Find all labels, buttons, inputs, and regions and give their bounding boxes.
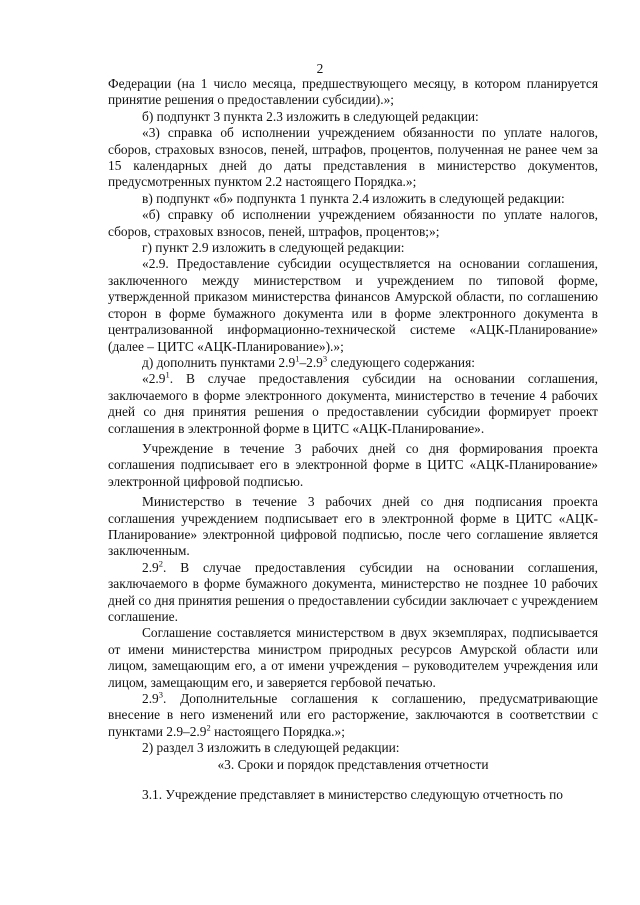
paragraph: г) пункт 2.9 изложить в следующей редакции: [142, 240, 405, 256]
paragraph-text: 2.9 [142, 691, 159, 707]
paragraph-text: 2.9 [142, 559, 159, 575]
paragraph [108, 355, 598, 371]
paragraph: Соглашение составляется министерством в двух экземплярах, подписывается от имени министерства министром природных ресурсов Амурской области или лицом, замещающим его, а от имени учреждения – руководителем учреждения или лицом, замещающим его, и заверяется гербовой печатью. [108, 625, 598, 690]
paragraph-text: –2.9 [299, 354, 323, 370]
superscript: 3 [322, 353, 328, 364]
paragraph [108, 371, 598, 437]
paragraph-text: «2.9 [142, 371, 166, 387]
superscript: 2 [206, 722, 211, 733]
paragraph [108, 691, 598, 740]
paragraph: Федерации (на 1 число месяца, предшествующего месяцу, в котором планируется принятие решения о предоставлении субсидии).»; [108, 76, 598, 108]
paragraph: «2.9. Предоставление субсидии осуществляется на основании соглашения, заключенного между министерством и учреждением по типовой форме, утвержденной приказом министерства финансов Амурской области, по соглашению сторон в форме бумажного документа или в форме электронного документа в централизованной информационно-технической системе «АЦК-Планирование» (далее – ЦИТС «АЦК-Планирование»).»; [108, 256, 598, 354]
superscript: 2 [158, 558, 163, 569]
superscript: 1 [165, 369, 170, 380]
paragraph-text: д) дополнить пунктами 2.9 [142, 354, 296, 370]
paragraph: 2) раздел 3 изложить в следующей редакции: [142, 740, 400, 756]
paragraph: б) подпункт 3 пункта 2.3 изложить в следующей редакции: [142, 108, 479, 124]
paragraph-text: следующего содержания: [327, 354, 475, 370]
paragraph: «3) справка об исполнении учреждением обязанности по уплате налогов, сборов, страховых взносов, пеней, штрафов, процентов, полученная не ранее чем за 15 календарных дней до даты представления в министерство документов, предусмотренных пунктом 2.2 настоящего Порядка.»; [108, 125, 598, 190]
paragraph-text: . В случае предоставления субсидии на основании соглашения, заключаемого в форме электронного документа, министерство в течение 4 рабочих дней со дня принятия решения о предоставлении субсидии формирует проект соглашения в электронной форме в ЦИТС «АЦК-Планирование». [108, 371, 598, 436]
paragraph: 3.1. Учреждение представляет в министерство следующую отчетность по [142, 787, 564, 803]
paragraph: «б) справку об исполнении учреждением обязанности по уплате налогов, сборов, страховых взносов, пеней, штрафов, процентов;»; [108, 207, 598, 239]
paragraph: в) подпункт «б» подпункта 1 пункта 2.4 изложить в следующей редакции: [142, 190, 565, 206]
paragraph: Министерство в течение 3 рабочих дней со дня подписания проекта соглашения учреждением подписывает его в электронной форме в ЦИТС «АЦК-Планирование» электронной цифровой подписью, после чего соглашение является заключенным. [108, 494, 598, 559]
superscript: 1 [295, 353, 300, 364]
paragraph [108, 560, 598, 626]
paragraph: Учреждение в течение 3 рабочих дней со дня формирования проекта соглашения подписывает его в электронной форме в ЦИТС «АЦК-Планирование» электронной цифровой подписью. [108, 440, 598, 489]
document-body [108, 76, 598, 803]
paragraph-text: . Дополнительные соглашения к соглашению, предусматривающие внесение в него изменений или его расторжение, заключаются в соответствии с пунктами 2.9–2.9 [108, 691, 598, 739]
paragraph-text: . В случае предоставления субсидии на основании соглашения, заключаемого в форме бумажного документа, министерство не позднее 10 рабочих дней со дня принятия решения о предоставлении субсидии заключает с учреждением соглашение. [108, 559, 598, 624]
paragraph-text: настоящего Порядка.»; [210, 723, 345, 739]
superscript: 3 [158, 689, 163, 700]
section-heading: «3. Сроки и порядок представления отчетности [217, 756, 489, 772]
page-number: 2 [316, 61, 324, 76]
